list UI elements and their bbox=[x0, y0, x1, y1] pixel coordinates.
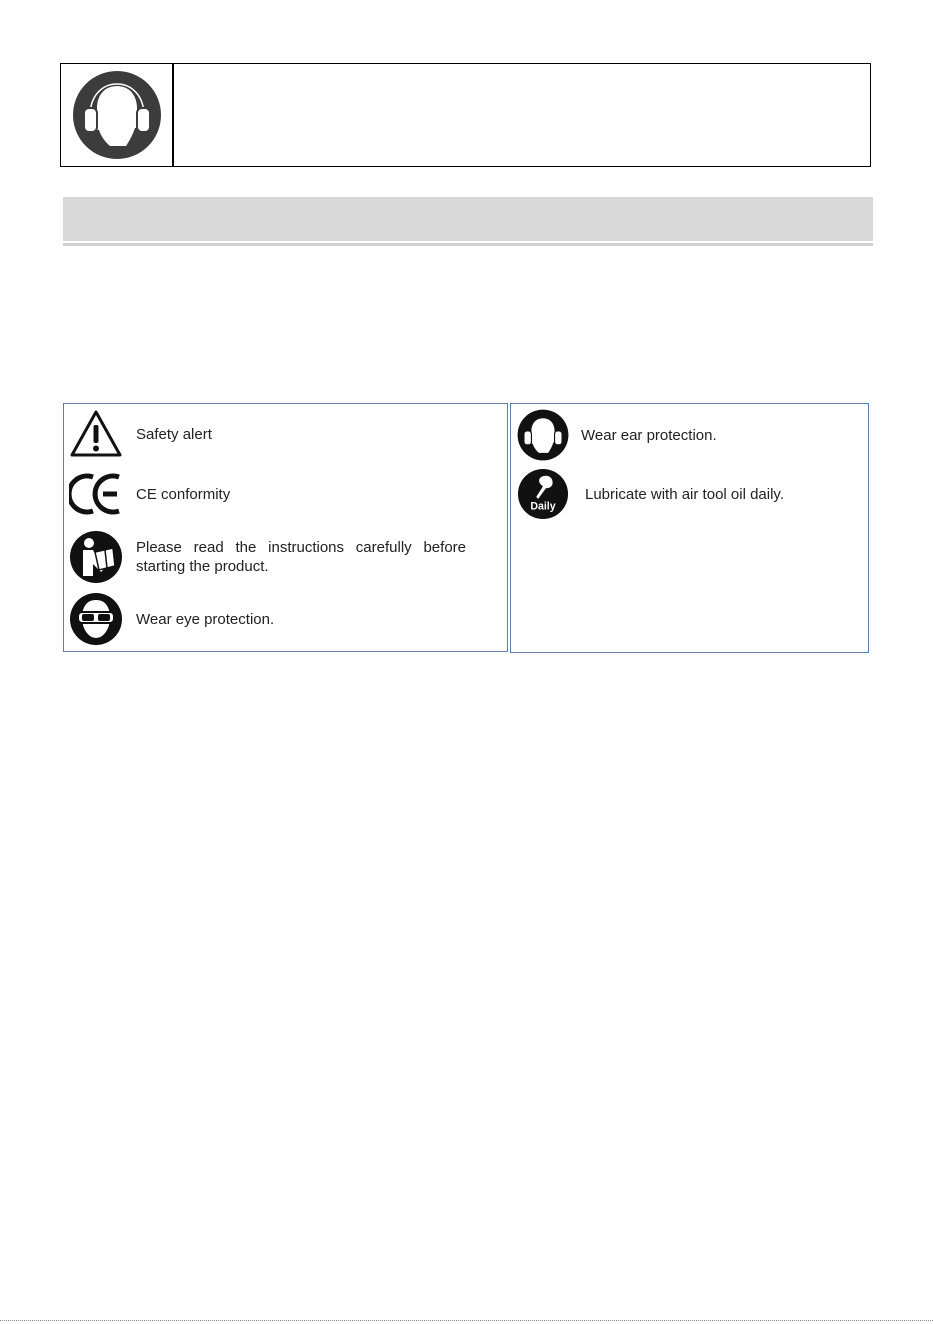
symbol-row-safety-alert bbox=[68, 406, 212, 462]
symbols-panel-right bbox=[510, 403, 869, 653]
read-manual-icon bbox=[69, 530, 123, 584]
daily-badge-text: Daily bbox=[530, 500, 556, 513]
symbol-row-ear-protection bbox=[515, 407, 717, 463]
section-heading-bar bbox=[63, 197, 873, 241]
symbol-label: Safety alert bbox=[136, 425, 212, 443]
safety-alert-icon bbox=[69, 409, 123, 459]
eye-protection-icon bbox=[69, 592, 123, 646]
oil-daily-icon bbox=[517, 468, 569, 520]
ce-mark-icon bbox=[69, 472, 123, 516]
section-divider bbox=[63, 243, 873, 246]
symbol-label: Lubricate with air tool oil daily. bbox=[585, 485, 784, 503]
symbol-row-read-manual bbox=[68, 529, 466, 585]
symbols-panel-left bbox=[63, 403, 508, 652]
page-bottom-border bbox=[0, 1320, 933, 1321]
symbol-row-oil-daily bbox=[515, 466, 784, 522]
symbol-label: Please read the instructions carefully before starting the product. bbox=[136, 539, 466, 575]
warning-icon-cell bbox=[61, 64, 174, 166]
symbol-label: Wear eye protection. bbox=[136, 610, 275, 628]
ear-protection-warning-box bbox=[60, 63, 871, 167]
warning-text-cell bbox=[174, 64, 870, 166]
symbol-label: CE conformity bbox=[136, 485, 231, 503]
symbol-row-ce-conformity bbox=[68, 466, 230, 522]
ear-protection-icon bbox=[517, 409, 569, 461]
symbol-label: Wear ear protection. bbox=[581, 426, 717, 444]
symbol-row-eye-protection bbox=[68, 591, 274, 647]
ear-protection-icon bbox=[72, 70, 162, 160]
